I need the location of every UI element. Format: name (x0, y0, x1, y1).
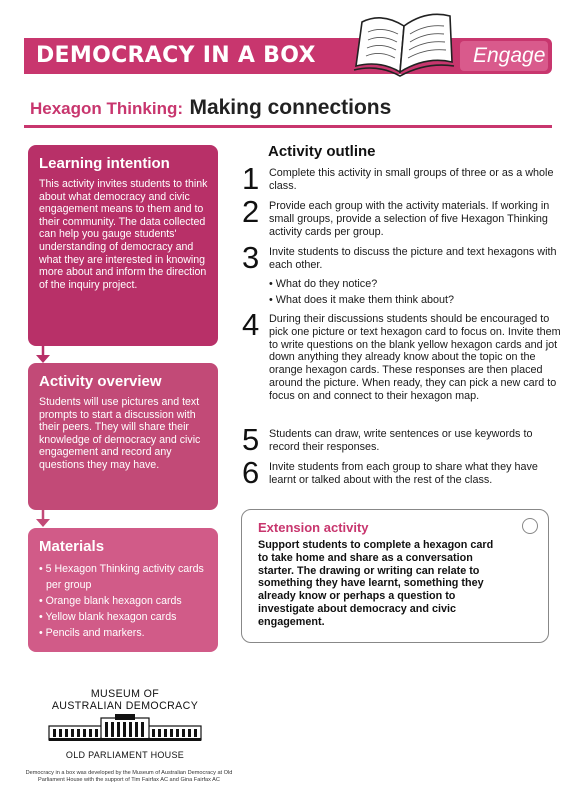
materials-card (28, 528, 218, 652)
step-text: Invite students to discuss the picture and text hexagons with each other. (269, 246, 557, 271)
step-number: 3 (242, 240, 260, 275)
title-divider (24, 125, 552, 128)
footer-credit: Democracy in a box was developed by the Museum of Australian Democracy at Old Parliament House with the support of Tim Fairfax AC and Gina Fairfax AC (25, 770, 233, 783)
step-number: 2 (242, 194, 260, 229)
learning-intention-heading: Learning intention (39, 155, 170, 172)
step-number: 6 (242, 455, 260, 490)
list-item: • Yellow blank hexagon cards (39, 611, 177, 623)
step-bullets (269, 276, 562, 308)
engage-tag: Engage (473, 44, 546, 67)
outline-step (242, 422, 562, 457)
materials-heading: Materials (39, 538, 105, 555)
logo-line-2: AUSTRALIAN DEMOCRACY (51, 700, 199, 712)
arrow-down-icon (35, 510, 51, 528)
extension-heading: Extension activity (258, 520, 369, 535)
materials-list (39, 561, 208, 641)
extension-body: Support students to complete a hexagon card to take home and share as a conversation starter. The drawing or writing can relate to something they have learnt, something they already know or perhaps a question to investigate about democracy and civic engagement. (258, 539, 494, 628)
list-item: • What do they notice? (269, 277, 378, 290)
subtitle-lead: Hexagon Thinking: (30, 99, 183, 118)
page-subtitle (30, 96, 391, 120)
activity-overview-body: Students will use pictures and text prompts to start a discussion with their peers. They will share their knowledge of democracy and civic engagement and record any questions they may have. (39, 396, 201, 471)
activity-outline-heading: Activity outline (268, 143, 376, 160)
step-number: 5 (242, 422, 260, 457)
header-title: DEMOCRACY IN A BOX (36, 43, 316, 68)
list-item: • Orange blank hexagon cards (39, 595, 182, 607)
outline-step (242, 161, 562, 196)
extension-activity-card (241, 509, 549, 643)
step-text: During their discussions students should be encouraged to pick one picture or text hexagon card to focus on. Invite them to write questions on the blank yellow hexagon cards and jot down anything they already know about the topic on the orange hexagon cards. These responses are then placed around the picture. When ready, they can pick a new card to focus on and connect to their hexagon map. (269, 313, 561, 402)
arrow-down-icon (35, 346, 51, 364)
step-text: Invite students from each group to share what they have learnt or talked about with the rest of the class. (269, 461, 538, 486)
outline-step (242, 194, 562, 238)
step-text: Provide each group with the activity materials. If working in small groups, provide a selection of five Hexagon Thinking activity cards per group. (269, 200, 550, 238)
outline-step (242, 455, 562, 490)
step-number: 4 (242, 307, 260, 342)
list-item: • 5 Hexagon Thinking activity cards per group (39, 563, 204, 591)
list-item: • What does it make them think about? (269, 293, 455, 306)
activity-overview-card (28, 363, 218, 510)
activity-overview-heading: Activity overview (39, 373, 162, 390)
step-text: Students can draw, write sentences or use keywords to record their responses. (269, 428, 533, 453)
step-text: Complete this activity in small groups of three or as a whole class. (269, 167, 554, 192)
logo-line-3: OLD PARLIAMENT HOUSE (65, 750, 185, 760)
museum-logo (35, 688, 215, 760)
parliament-building-icon (45, 712, 205, 744)
list-item: • Pencils and markers. (39, 627, 145, 639)
learning-intention-card (28, 145, 218, 346)
logo-line-1: MUSEUM OF (90, 688, 160, 700)
outline-step (242, 307, 562, 403)
learning-intention-body: This activity invites students to think about what democracy and civic engagement means to them and to their community. The data collected can help you gauge students' understanding of democracy and what they are interested in knowing more about and inform the direction of the inquiry project. (39, 178, 208, 291)
punch-hole-icon (522, 518, 538, 534)
outline-step (242, 240, 562, 308)
open-book-icon (348, 4, 460, 84)
page-title: Making connections (189, 96, 392, 119)
step-number: 1 (242, 161, 260, 196)
